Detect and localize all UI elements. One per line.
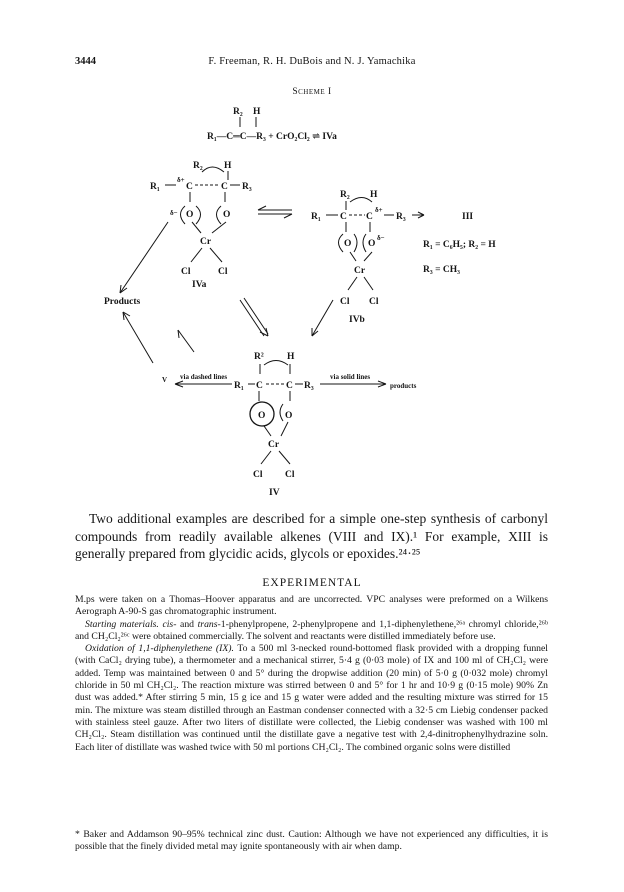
equation-alkene	[207, 107, 337, 142]
starting-materials-text: 1-phenylpropene, 2-phenylpropene and 1,1-diphenylethene,²⁶ᵃ chromyl chloride,²⁶ᵇ and CH₂Cl₂²⁶ᶜ were obtained commercially. The solvent and reactants were distilled immediately before use.	[75, 618, 548, 642]
footnote: * Baker and Addamson 90–95% technical zinc dust. Caution: Although we have not experienced any difficulties, it is possible that the finely divided metal may ignite spontaneously with air when damp.	[75, 829, 548, 853]
equilibrium-arrow	[258, 206, 292, 218]
svg-text:O: O	[258, 411, 266, 421]
svg-text:C: C	[256, 381, 263, 391]
starting-materials-lead: Starting materials.	[85, 618, 159, 630]
svg-text:Cr: Cr	[200, 237, 212, 247]
svg-text:δ+: δ+	[375, 206, 383, 214]
svg-text:C: C	[186, 182, 193, 192]
svg-text:O: O	[285, 411, 293, 421]
experimental-paragraph-3	[75, 643, 548, 754]
structure-IVb	[311, 190, 424, 325]
running-header-authors: F. Freeman, R. H. DuBois and N. J. Yamachika	[208, 56, 416, 67]
section-heading-experimental: EXPERIMENTAL	[262, 577, 362, 589]
svg-text:δ−: δ−	[377, 234, 385, 242]
svg-text:C: C	[286, 381, 293, 391]
svg-text:O: O	[344, 239, 352, 249]
experimental-text	[75, 594, 548, 754]
svg-text:δ−: δ−	[170, 209, 178, 217]
svg-text:O: O	[223, 210, 231, 220]
svg-text:V: V	[162, 376, 168, 384]
oxidation-lead: Oxidation of 1,1-diphenylethene (IX).	[85, 643, 234, 655]
svg-text:H: H	[287, 352, 295, 362]
oxidation-text: To a 500 ml 3-necked round-bottomed flask provided with a dropping funnel (with CaCl₂ drying tube), a thermometer and a mechanical stirrer, 5·4 g (0·03 mole) of IX and 100 ml of CH₂Cl₂ were added. Temp was maintained between 0 and 5° during the dropwise addition (20 min) of 5·0 g (0·032 mole) chromyl chloride in 50 ml CH₂Cl₂. The reaction mixture was stirred between 0 and 5° for 1 hr and 10·9 g (0·15 mole) 90% Zn dust was added.* After stirring 5 min, 15 g ice and 15 g water were added and the resulting mixture was stirred for 15 min. The mixture was steam distilled through an Eastman condenser connected with a 32·5 cm Liebig condenser packed with stainless steel gauze. After two liters of distillate were collected, the Liebig condenser was washed with 100 ml CH₂Cl₂. Steam distillation was continued until the distillate gave a negative test with 2,4-dinitrophenylhydrazine soln. Each liter of distillate was washed twice with 50 ml portions CH₂Cl₂. The combined organic solns were distilled	[75, 643, 548, 753]
svg-text:Cl: Cl	[253, 470, 263, 480]
svg-text:C: C	[221, 182, 228, 192]
svg-text:O: O	[368, 239, 376, 249]
svg-text:via solid lines: via solid lines	[330, 373, 371, 381]
svg-text:R₃ = CH₃: R₃ = CH₃	[423, 265, 460, 275]
reaction-scheme	[0, 100, 624, 500]
svg-text:Cl: Cl	[218, 267, 228, 277]
structure-IV	[162, 352, 417, 498]
and-conjunction: and	[176, 618, 198, 630]
svg-text:Products: Products	[104, 297, 141, 307]
svg-text:III: III	[462, 212, 474, 222]
svg-text:R²: R²	[254, 352, 264, 362]
svg-text:IV: IV	[269, 488, 280, 498]
svg-text:Cl: Cl	[340, 297, 350, 307]
scheme-title: Scheme I	[292, 87, 332, 97]
svg-text:R₁: R₁	[311, 212, 321, 222]
page-number: 3444	[75, 56, 96, 67]
svg-text:R₂: R₂	[233, 107, 243, 117]
svg-text:R₁—C═C—R₃ + CrO₂Cl₂ ⇌ IVa: R₁—C═C—R₃ + CrO₂Cl₂ ⇌ IVa	[207, 132, 337, 142]
svg-text:Cr: Cr	[268, 440, 280, 450]
experimental-paragraph-2	[75, 619, 548, 644]
arrows-to-IV	[240, 298, 333, 336]
svg-text:Cr: Cr	[354, 266, 366, 276]
svg-text:H: H	[253, 107, 261, 117]
svg-text:δ+: δ+	[177, 176, 185, 184]
svg-text:Cl: Cl	[369, 297, 379, 307]
svg-text:R₂: R₂	[340, 190, 350, 200]
svg-text:R₁: R₁	[234, 381, 244, 391]
svg-text:R₁: R₁	[150, 182, 160, 192]
cis-prefix: cis-	[162, 618, 177, 630]
products-left-branch	[104, 222, 194, 363]
svg-text:R₃: R₃	[304, 381, 314, 391]
svg-text:H: H	[370, 190, 378, 200]
svg-text:H: H	[224, 161, 232, 171]
svg-text:R₂: R₂	[193, 161, 203, 171]
svg-text:products: products	[390, 382, 417, 390]
experimental-paragraph-1: M.ps were taken on a Thomas–Hoover apparatus and are uncorrected. VPC analyses were preformed on a Wilkens Aerograph A-90-S gas chromatographic instrument.	[75, 594, 548, 618]
svg-text:R₁ = C₆H₅; R₂ = H: R₁ = C₆H₅; R₂ = H	[423, 240, 496, 250]
svg-text:C: C	[340, 212, 347, 222]
svg-text:via dashed lines: via dashed lines	[180, 373, 228, 381]
svg-text:R₃: R₃	[242, 182, 252, 192]
svg-text:IVb: IVb	[349, 315, 365, 325]
body-paragraph: Two additional examples are described for a simple one-step synthesis of carbonyl compounds from readily available alkenes (VIII and IX).¹ For example, XIII is generally prepared from glycidic acids, glycols or epoxides.²⁴·²⁵	[75, 511, 548, 561]
labels-III-and-R-definitions	[423, 212, 496, 275]
svg-text:IVa: IVa	[192, 280, 207, 290]
svg-text:Cl: Cl	[285, 470, 295, 480]
svg-text:Cl: Cl	[181, 267, 191, 277]
svg-text:C: C	[366, 212, 373, 222]
svg-text:R₃: R₃	[396, 212, 406, 222]
trans-prefix: trans-	[197, 618, 221, 630]
svg-text:O: O	[186, 210, 194, 220]
